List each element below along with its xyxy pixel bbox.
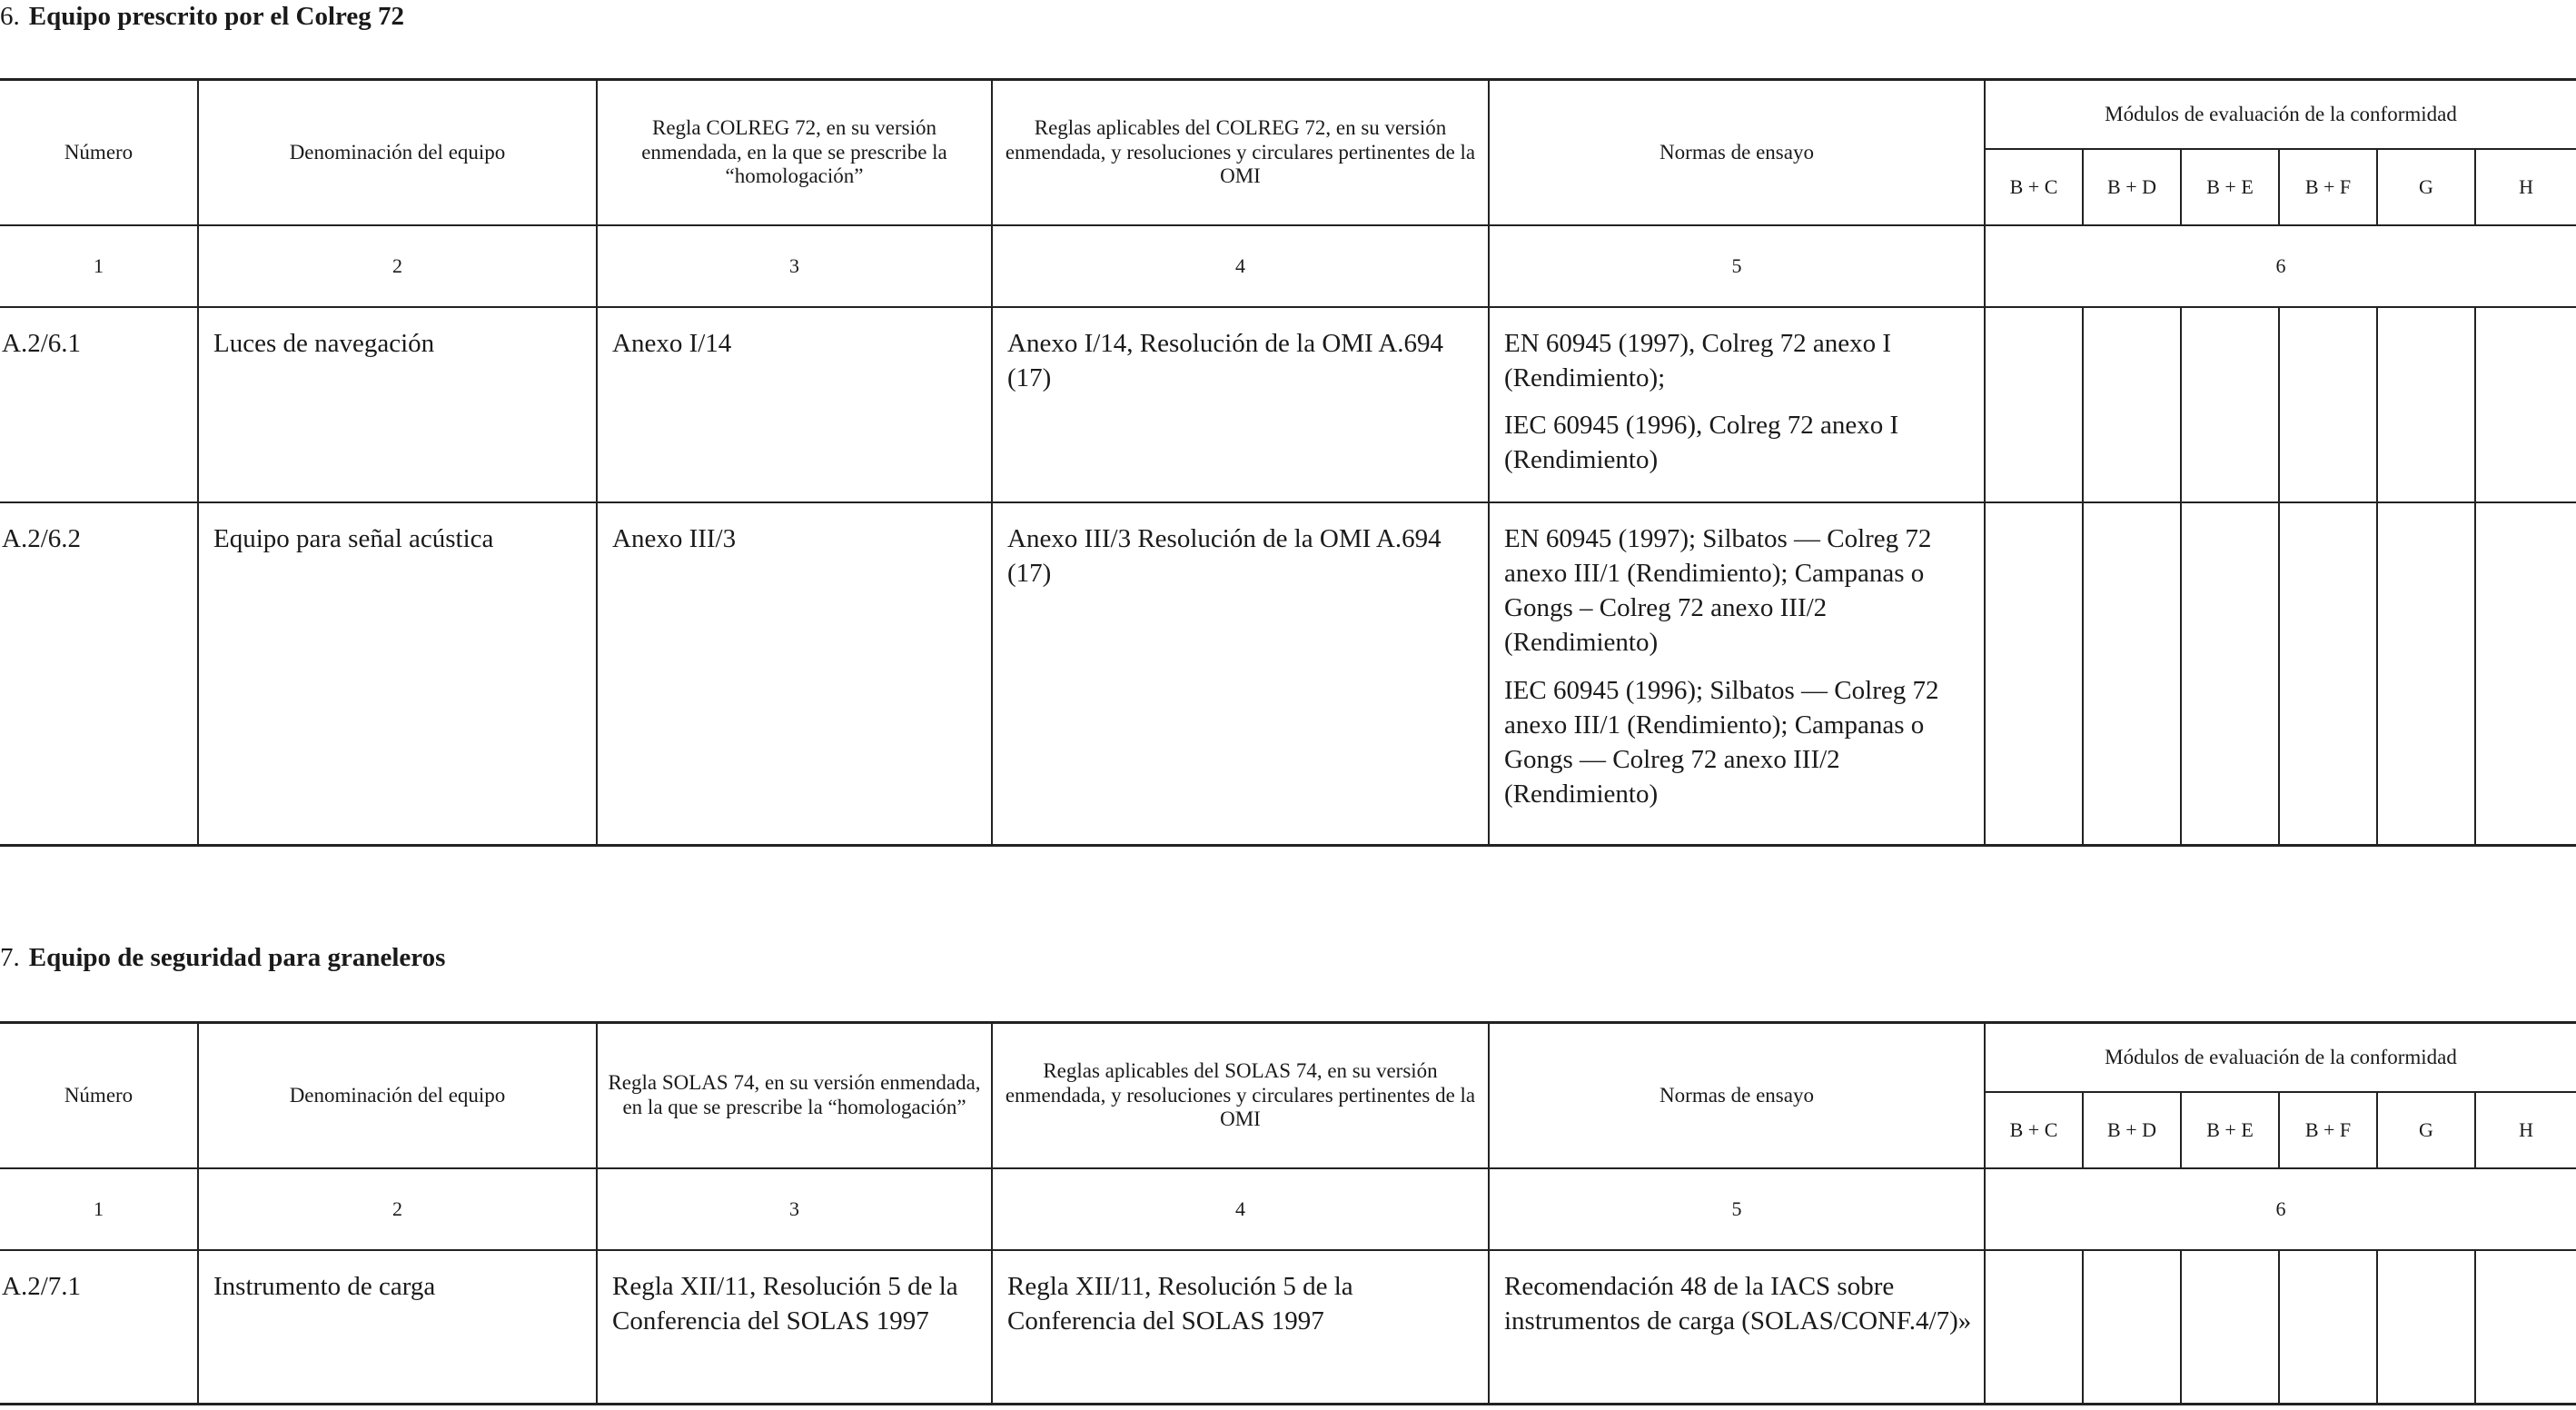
- header-regla: Regla COLREG 72, en su versión enmendada, en la que se prescribe la “homologación”: [597, 80, 992, 225]
- section-number: 6.: [0, 2, 20, 31]
- norma-text: Recomendación 48 de la IACS sobre instrumentos de carga (SOLAS/CONF.4/7)»: [1504, 1271, 1972, 1336]
- module-cell: [2279, 307, 2377, 502]
- column-number: 3: [597, 1168, 992, 1250]
- module-cell: [2083, 307, 2181, 502]
- section-title: Equipo de seguridad para graneleros: [28, 943, 446, 972]
- header-module-bf: B + F: [2279, 1092, 2377, 1168]
- module-cell: [1985, 307, 2083, 502]
- table-row: [0, 502, 2576, 846]
- row-regla: Anexo I/14: [597, 307, 992, 502]
- module-cell: [2377, 502, 2475, 846]
- header-reglas-aplicables: Reglas aplicables del SOLAS 74, en su versión enmendada, y resoluciones y circulares pertinentes de la OMI: [992, 1023, 1489, 1168]
- row-regla: Regla XII/11, Resolución 5 de la Conferencia del SOLAS 1997: [597, 1250, 992, 1405]
- column-number: 2: [198, 225, 597, 307]
- header-numero: Número: [0, 80, 198, 225]
- header-module-be: B + E: [2181, 1092, 2279, 1168]
- header-module-bf: B + F: [2279, 149, 2377, 225]
- norma-text: EN 60945 (1997); Silbatos — Colreg 72 anexo III/1 (Rendimiento); Campanas o Gongs – Colreg 72 anexo III/2 (Rendimiento): [1504, 523, 1932, 658]
- norma-text: IEC 60945 (1996); Silbatos — Colreg 72 anexo III/1 (Rendimiento); Campanas o Gongs — Colreg 72 anexo III/2 (Rendimiento): [1504, 675, 1939, 809]
- norma-text: IEC 60945 (1996), Colreg 72 anexo I (Rendimiento): [1504, 411, 1899, 475]
- header-modulos: Módulos de evaluación de la conformidad: [1985, 1023, 2576, 1092]
- row-normas: [1489, 502, 1985, 846]
- row-reglas-aplicables: Anexo I/14, Resolución de la OMI A.694 (17): [992, 307, 1489, 502]
- column-number: 3: [597, 225, 992, 307]
- header-module-bc: B + C: [1985, 1092, 2083, 1168]
- section-title: Equipo prescrito por el Colreg 72: [28, 2, 404, 31]
- module-cell: [2377, 307, 2475, 502]
- header-numero: Número: [0, 1023, 198, 1168]
- section-heading-7: [0, 943, 445, 973]
- header-modulos: Módulos de evaluación de la conformidad: [1985, 80, 2576, 149]
- row-reglas-aplicables: Anexo III/3 Resolución de la OMI A.694 (17): [992, 502, 1489, 846]
- section-heading-6: [0, 2, 404, 32]
- section-number: 7.: [0, 943, 20, 972]
- row-denominacion: Equipo para señal acústica: [198, 502, 597, 846]
- column-number: 5: [1489, 225, 1985, 307]
- column-number: 4: [992, 1168, 1489, 1250]
- header-regla: Regla SOLAS 74, en su versión enmendada, en la que se prescribe la “homologación”: [597, 1023, 992, 1168]
- module-cell: [2083, 1250, 2181, 1405]
- row-denominacion: Instrumento de carga: [198, 1250, 597, 1405]
- header-module-g: G: [2377, 1092, 2475, 1168]
- module-cell: [2279, 502, 2377, 846]
- column-number: 6: [1985, 225, 2576, 307]
- row-numero: A.2/6.1: [0, 307, 198, 502]
- header-normas: Normas de ensayo: [1489, 1023, 1985, 1168]
- header-module-h: H: [2475, 149, 2576, 225]
- row-regla: Anexo III/3: [597, 502, 992, 846]
- module-cell: [1985, 502, 2083, 846]
- module-cell: [2377, 1250, 2475, 1405]
- table-row: [0, 307, 2576, 502]
- norma-text: EN 60945 (1997), Colreg 72 anexo I (Rendimiento);: [1504, 328, 1892, 392]
- module-cell: [2475, 502, 2576, 846]
- header-module-be: B + E: [2181, 149, 2279, 225]
- column-number: 6: [1985, 1168, 2576, 1250]
- column-number: 1: [0, 1168, 198, 1250]
- module-cell: [2083, 502, 2181, 846]
- column-number: 2: [198, 1168, 597, 1250]
- equipment-table-6: [0, 78, 2576, 847]
- header-denominacion: Denominación del equipo: [198, 80, 597, 225]
- row-normas: [1489, 1250, 1985, 1405]
- module-cell: [1985, 1250, 2083, 1405]
- equipment-table-7: [0, 1021, 2576, 1405]
- module-cell: [2181, 1250, 2279, 1405]
- column-number-row: [0, 225, 2576, 307]
- row-normas: [1489, 307, 1985, 502]
- column-number: 1: [0, 225, 198, 307]
- module-cell: [2475, 1250, 2576, 1405]
- column-number-row: [0, 1168, 2576, 1250]
- header-module-bc: B + C: [1985, 149, 2083, 225]
- module-cell: [2279, 1250, 2377, 1405]
- header-reglas-aplicables: Reglas aplicables del COLREG 72, en su versión enmendada, y resoluciones y circulares pertinentes de la OMI: [992, 80, 1489, 225]
- column-number: 5: [1489, 1168, 1985, 1250]
- module-cell: [2181, 502, 2279, 846]
- table-row: [0, 1250, 2576, 1405]
- header-module-bd: B + D: [2083, 149, 2181, 225]
- header-module-g: G: [2377, 149, 2475, 225]
- row-numero: A.2/7.1: [0, 1250, 198, 1405]
- row-reglas-aplicables: Regla XII/11, Resolución 5 de la Conferencia del SOLAS 1997: [992, 1250, 1489, 1405]
- module-cell: [2475, 307, 2576, 502]
- header-module-h: H: [2475, 1092, 2576, 1168]
- header-module-bd: B + D: [2083, 1092, 2181, 1168]
- row-numero: A.2/6.2: [0, 502, 198, 846]
- header-denominacion: Denominación del equipo: [198, 1023, 597, 1168]
- row-denominacion: Luces de navegación: [198, 307, 597, 502]
- column-number: 4: [992, 225, 1489, 307]
- module-cell: [2181, 307, 2279, 502]
- header-normas: Normas de ensayo: [1489, 80, 1985, 225]
